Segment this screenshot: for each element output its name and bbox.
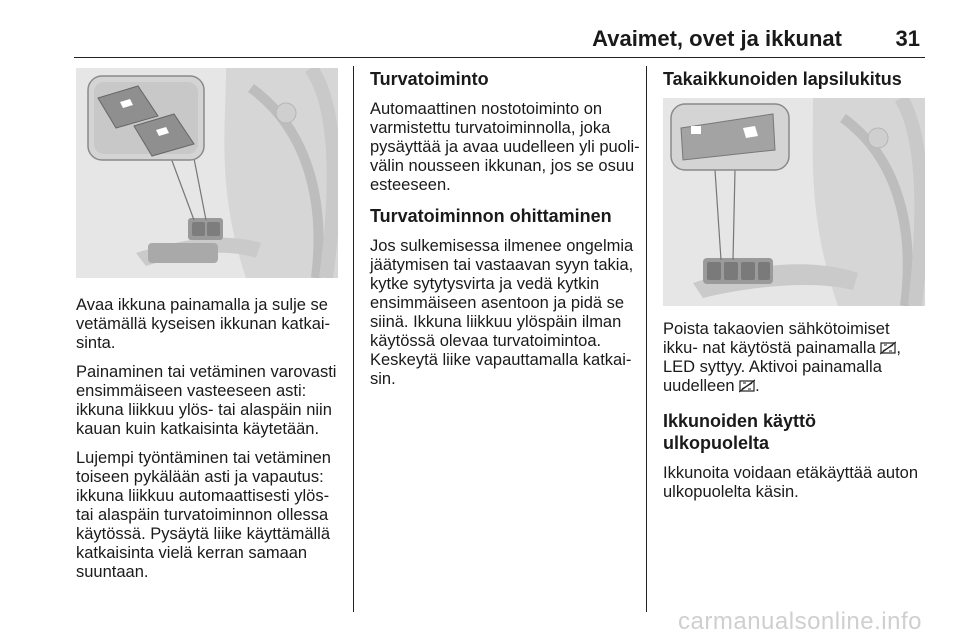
paragraph: Ikkunoita voidaan etäkäyttää auton ulkopuolelta käsin.: [663, 464, 919, 501]
section-heading: Turvatoiminto: [370, 69, 489, 89]
page-number: 31: [895, 26, 920, 51]
page-title: Avaimet, ovet ja ikkunat: [592, 26, 842, 51]
section-heading: Turvatoiminnon ohittaminen: [370, 206, 612, 226]
child-lock-icon: [739, 379, 755, 393]
child-lock-illustration: [663, 98, 925, 306]
column-divider: [353, 66, 354, 612]
section-heading: Takaikkunoiden lapsilukitus: [663, 69, 902, 89]
column-left: [76, 296, 344, 592]
text-run: .: [755, 377, 760, 395]
paragraph: Lujempi työntäminen tai vetäminen toiseen pykälään asti ja vapautus: ikkuna liikkuu automaattisesti ylös- tai alaspäin turvatoiminnon ollessa käytössä. Pysäytä liike käyttämällä katkaisinta vielä kerran samaan suuntaan.: [76, 449, 331, 581]
paragraph: Jos sulkemisessa ilmenee ongelmia jäätymisen tai vastaavan syyn takia, kytke sytytysvirta ja vedä kytkin ensimmäiseen asentoon ja pidä se siinä. Ikkuna liikkuu ylöspäin ilman käytössä olevaa turvatoimintoa. Keskeytä liike vapauttamalla katkai- sin.: [370, 237, 634, 388]
paragraph: Avaa ikkuna painamalla ja sulje se vetämällä kyseisen ikkunan katkai- sinta.: [76, 296, 331, 352]
paragraph: Automaattinen nostotoiminto on varmistettu turvatoiminnolla, joka pysäyttää ja avaa uudelleen yli puoli- välin nousseen ikkunan, jos se osuu esteeseen.: [370, 100, 640, 194]
text-run: , LED syttyy. Aktivoi painamalla uudelleen: [663, 339, 901, 395]
header-rule: [74, 57, 925, 58]
watermark: carmanualsonline.info: [678, 608, 922, 635]
text-run: Poista takaovien sähkötoimiset ikku- nat käytöstä painamalla: [663, 320, 890, 357]
paragraph: [663, 320, 927, 396]
child-lock-icon: [880, 341, 896, 355]
column-right-body: [663, 320, 927, 512]
window-switch-illustration: [76, 68, 338, 278]
paragraph: Painaminen tai vetäminen varovasti ensimmäiseen vasteeseen asti: ikkuna liikkuu ylös- tai alaspäin niin kauan kuin katkaisinta käytetään.: [76, 363, 337, 438]
section-heading: Ikkunoiden käyttö ulkopuolelta: [663, 411, 817, 453]
column-right: [663, 68, 925, 100]
column-middle: [370, 68, 640, 399]
column-divider: [646, 66, 647, 612]
